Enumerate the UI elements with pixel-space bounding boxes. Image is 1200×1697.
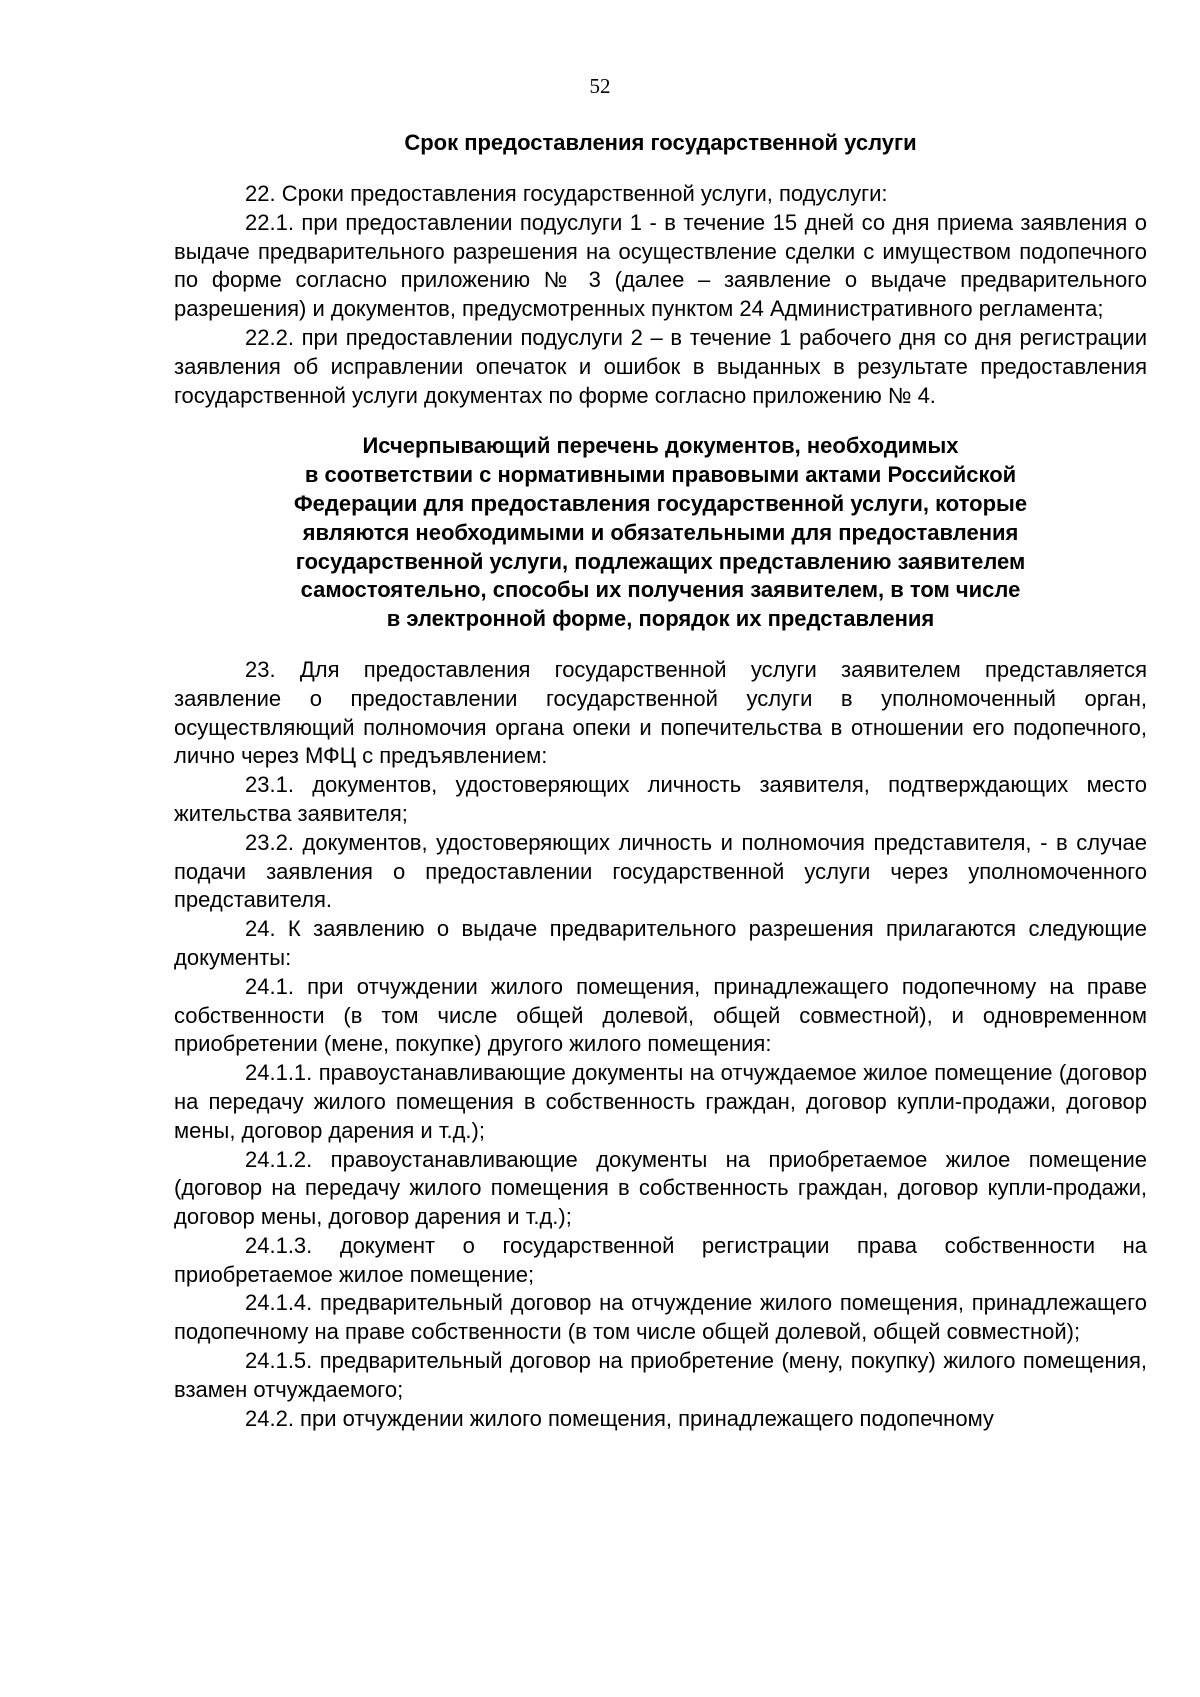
heading-line: Исчерпывающий перечень документов, необходимых	[362, 433, 959, 459]
heading-line: самостоятельно, способы их получения заявителем, в том числе	[300, 577, 1021, 603]
heading-line: Федерации для предоставления государственной услуги, которые	[293, 490, 1028, 516]
heading-line: в соответствии с нормативными правовыми актами Российской	[304, 462, 1017, 488]
paragraph-23: 23. Для предоставления государственной услуги заявителем представляется заявление о предоставлении государственной услуги в уполномоченный орган, осуществляющий полномочия органа опеки и попечительства в отношении его подопечного, лично через МФЦ с предъявлением:	[174, 656, 1147, 769]
paragraph-24-1-5: 24.1.5. предварительный договор на приобретение (мену, покупку) жилого помещения, взамен отчуждаемого;	[174, 1348, 1147, 1402]
paragraph-24-1-4: 24.1.4. предварительный договор на отчуждение жилого помещения, принадлежащего подопечному на праве собственности (в том числе общей долевой, общей совместной);	[174, 1290, 1147, 1345]
heading-line: в электронной форме, порядок их представления	[386, 606, 935, 632]
paragraph-23-1: 23.1. документов, удостоверяющих личность заявителя, подтверждающих место жительства заявителя;	[174, 772, 1147, 826]
paragraph-22: 22. Сроки предоставления государственной услуги, подуслуги:	[245, 181, 888, 206]
document-body	[174, 128, 1147, 1433]
section-heading-service-term: Срок предоставления государственной услуги	[404, 130, 917, 155]
paragraph-24-2: 24.2. при отчуждении жилого помещения, принадлежащего подопечному	[245, 1405, 994, 1431]
heading-line: являются необходимыми и обязательными для предоставления	[302, 519, 1019, 545]
paragraph-23-2: 23.2. документов, удостоверяющих личность и полномочия представителя, - в случае подачи заявления о предоставлении государственной услуги через уполномоченного представителя.	[174, 829, 1147, 913]
section-heading-documents-list	[174, 432, 1147, 634]
paragraph-22-2: 22.2. при предоставлении подуслуги 2 – в течение 1 рабочего дня со дня регистрации заявления об исправлении опечаток и ошибок в выданных в результате предоставления государственной услуги документах по форме согласно приложению № 4.	[174, 324, 1147, 408]
paragraph-22-1: 22.1. при предоставлении подуслуги 1 - в течение 15 дней со дня приема заявления о выдаче предварительного разрешения на осуществление сделки с имуществом подопечного по форме согласно приложению № 3 (далее – заявление о выдаче предварительного разрешения) и документов, предусмотренных пунктом 24 Административного регламента;	[174, 209, 1147, 322]
paragraph-24: 24. К заявлению о выдаче предварительного разрешения прилагаются следующие документы:	[174, 916, 1147, 970]
page-number: 52	[589, 74, 611, 98]
paragraph-24-1-3: 24.1.3. документ о государственной регистрации права собственности на приобретаемое жилое помещение;	[174, 1232, 1147, 1287]
paragraph-24-1: 24.1. при отчуждении жилого помещения, принадлежащего подопечному на праве собственности (в том числе общей долевой, общей совместной), и одновременном приобретении (мене, покупке) другого жилого помещения:	[174, 973, 1147, 1057]
paragraph-24-1-1: 24.1.1. правоустанавливающие документы на отчуждаемое жилое помещение (договор на передачу жилого помещения в собственность граждан, договор купли-продажи, договор мены, договор дарения и т.д.);	[174, 1060, 1147, 1143]
paragraph-24-1-2: 24.1.2. правоустанавливающие документы на приобретаемое жилое помещение (договор на передачу жилого помещения в собственность граждан, договор купли-продажи, договор мены, договор дарения и т.д.);	[174, 1146, 1147, 1230]
heading-line: государственной услуги, подлежащих представлению заявителем	[295, 548, 1026, 574]
